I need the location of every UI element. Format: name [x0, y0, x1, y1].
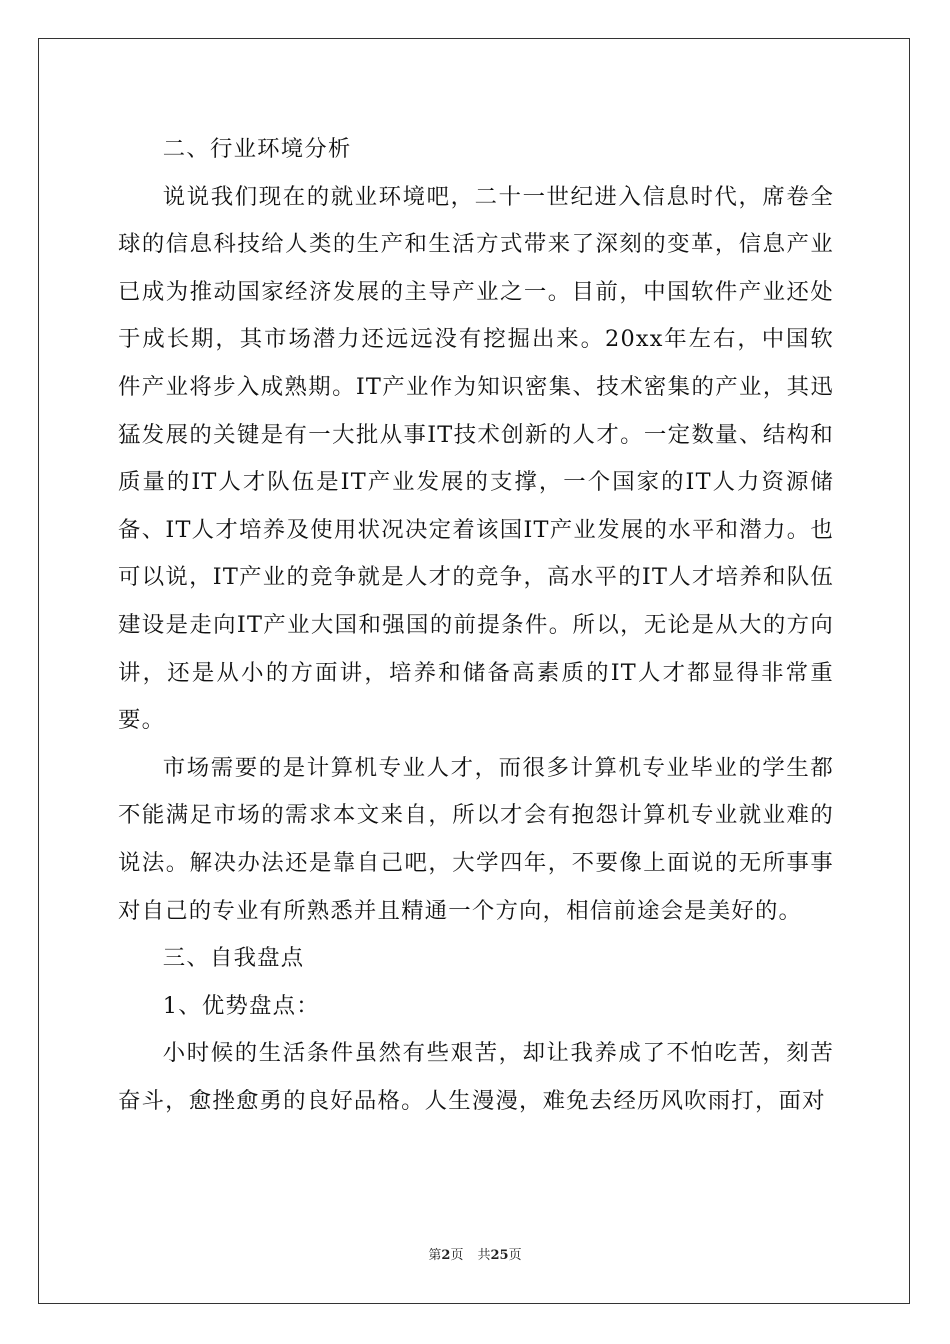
- footer-total-pages: 25: [490, 1248, 509, 1263]
- section-heading-self-inventory: 三、自我盘点: [162, 945, 305, 972]
- section-heading-industry-environment: 二、行业环境分析: [162, 136, 352, 162]
- paragraph-strengths: 小时候的生活条件虽然有些艰苦，却让我养成了不怕吃苦，刻苦奋斗，愈挫愈勇的良好品格。人生漫漫，难免去经历风吹雨打，面对: [118, 1040, 834, 1114]
- document-body: [118, 126, 834, 1125]
- footer-current-page: 2: [441, 1248, 451, 1263]
- footer-prefix: 第: [428, 1248, 442, 1263]
- footer-page-unit: 页: [450, 1248, 464, 1263]
- footer-total-prefix: 共: [477, 1248, 491, 1263]
- footer-total-unit: 页: [508, 1248, 522, 1263]
- page-footer: [0, 1248, 950, 1264]
- subheading-strengths: 1、优势盘点：: [162, 992, 320, 1019]
- paragraph-employment-environment: 说说我们现在的就业环境吧，二十一世纪进入信息时代，席卷全球的信息科技给人类的生产和生活方式带来了深刻的变革，信息产业已成为推动国家经济发展的主导产业之一。目前，中国软件产业还处于成长期，其市场潜力还远远没有挖掘出来。20xx年左右，中国软件产业将步入成熟期。IT产业作为知识密集、技术密集的产业，其迅猛发展的关键是有一大批从事IT技术创新的人才。一定数量、结构和质量的IT人才队伍是IT产业发展的支撑，一个国家的IT人力资源储备、IT人才培养及使用状况决定着该国IT产业发展的水平和潜力。也可以说，IT产业的竞争就是人才的竞争，高水平的IT人才培养和队伍建设是走向IT产业大国和强国的前提条件。所以，无论是从大的方向讲，还是从小的方面讲，培养和储备高素质的IT人才都显得非常重要。: [118, 183, 834, 734]
- paragraph-market-needs: 市场需要的是计算机专业人才，而很多计算机专业毕业的学生都不能满足市场的需求本文来自，所以才会有抱怨计算机专业就业难的说法。解决办法还是靠自己吧，大学四年，不要像上面说的无所事事对自己的专业有所熟悉并且精通一个方向，相信前途会是美好的。: [118, 754, 834, 924]
